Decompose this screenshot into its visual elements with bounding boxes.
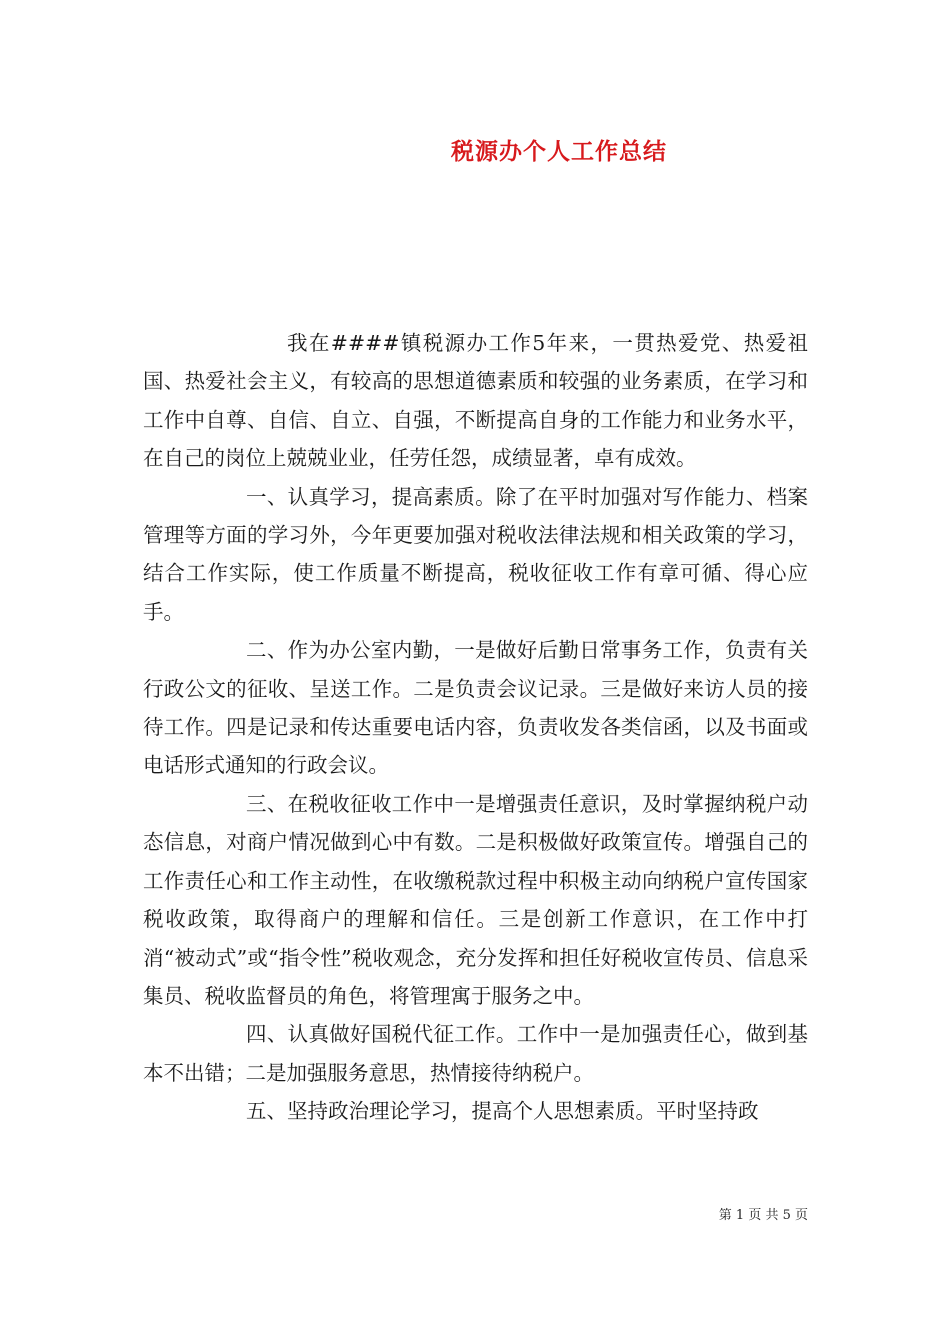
document-body <box>143 324 808 1131</box>
page-number-footer: 第 1 页 共 5 页 <box>718 1208 808 1223</box>
paragraph-section-1: 一、认真学习，提高素质。除了在平时加强对写作能力、档案管理等方面的学习外，今年更要加强对税收法律法规和相关政策的学习，结合工作实际，使工作质量不断提高，税收征收工作有章可循、得心应手。 <box>143 484 808 624</box>
document-title: 税源办个人工作总结 <box>451 138 667 165</box>
paragraph-section-2: 二、作为办公室内勤，一是做好后勤日常事务工作，负责有关行政公文的征收、呈送工作。二是负责会议记录。三是做好来访人员的接待工作。四是记录和传达重要电话内容，负责收发各类信函，以及书面或电话形式通知的行政会议。 <box>143 638 808 778</box>
paragraph-section-3: 三、在税收征收工作中一是增强责任意识，及时掌握纳税户动态信息，对商户情况做到心中有数。二是积极做好政策宣传。增强自己的工作责任心和工作主动性，在收缴税款过程中积极主动向纳税户宣传国家税收政策，取得商户的理解和信任。三是创新工作意识，在工作中打消“被动式”或“指令性”税收观念，充分发挥和担任好税收宣传员、信息采集员、税收监督员的角色，将管理寓于服务之中。 <box>143 791 808 1008</box>
paragraph-intro: 我在####镇税源办工作5年来，一贯热爱党、热爱祖国、热爱社会主义，有较高的思想道德素质和较强的业务素质，在学习和工作中自尊、自信、自立、自强，不断提高自身的工作能力和业务水平，在自己的岗位上兢兢业业，任劳任怨，成绩显著，卓有成效。 <box>143 331 808 471</box>
paragraph-section-5: 五、坚持政治理论学习，提高个人思想素质。平时坚持政 <box>246 1099 759 1124</box>
paragraph-section-4: 四、认真做好国税代征工作。工作中一是加强责任心，做到基本不出错；二是加强服务意思，热情接待纳税户。 <box>143 1022 808 1085</box>
